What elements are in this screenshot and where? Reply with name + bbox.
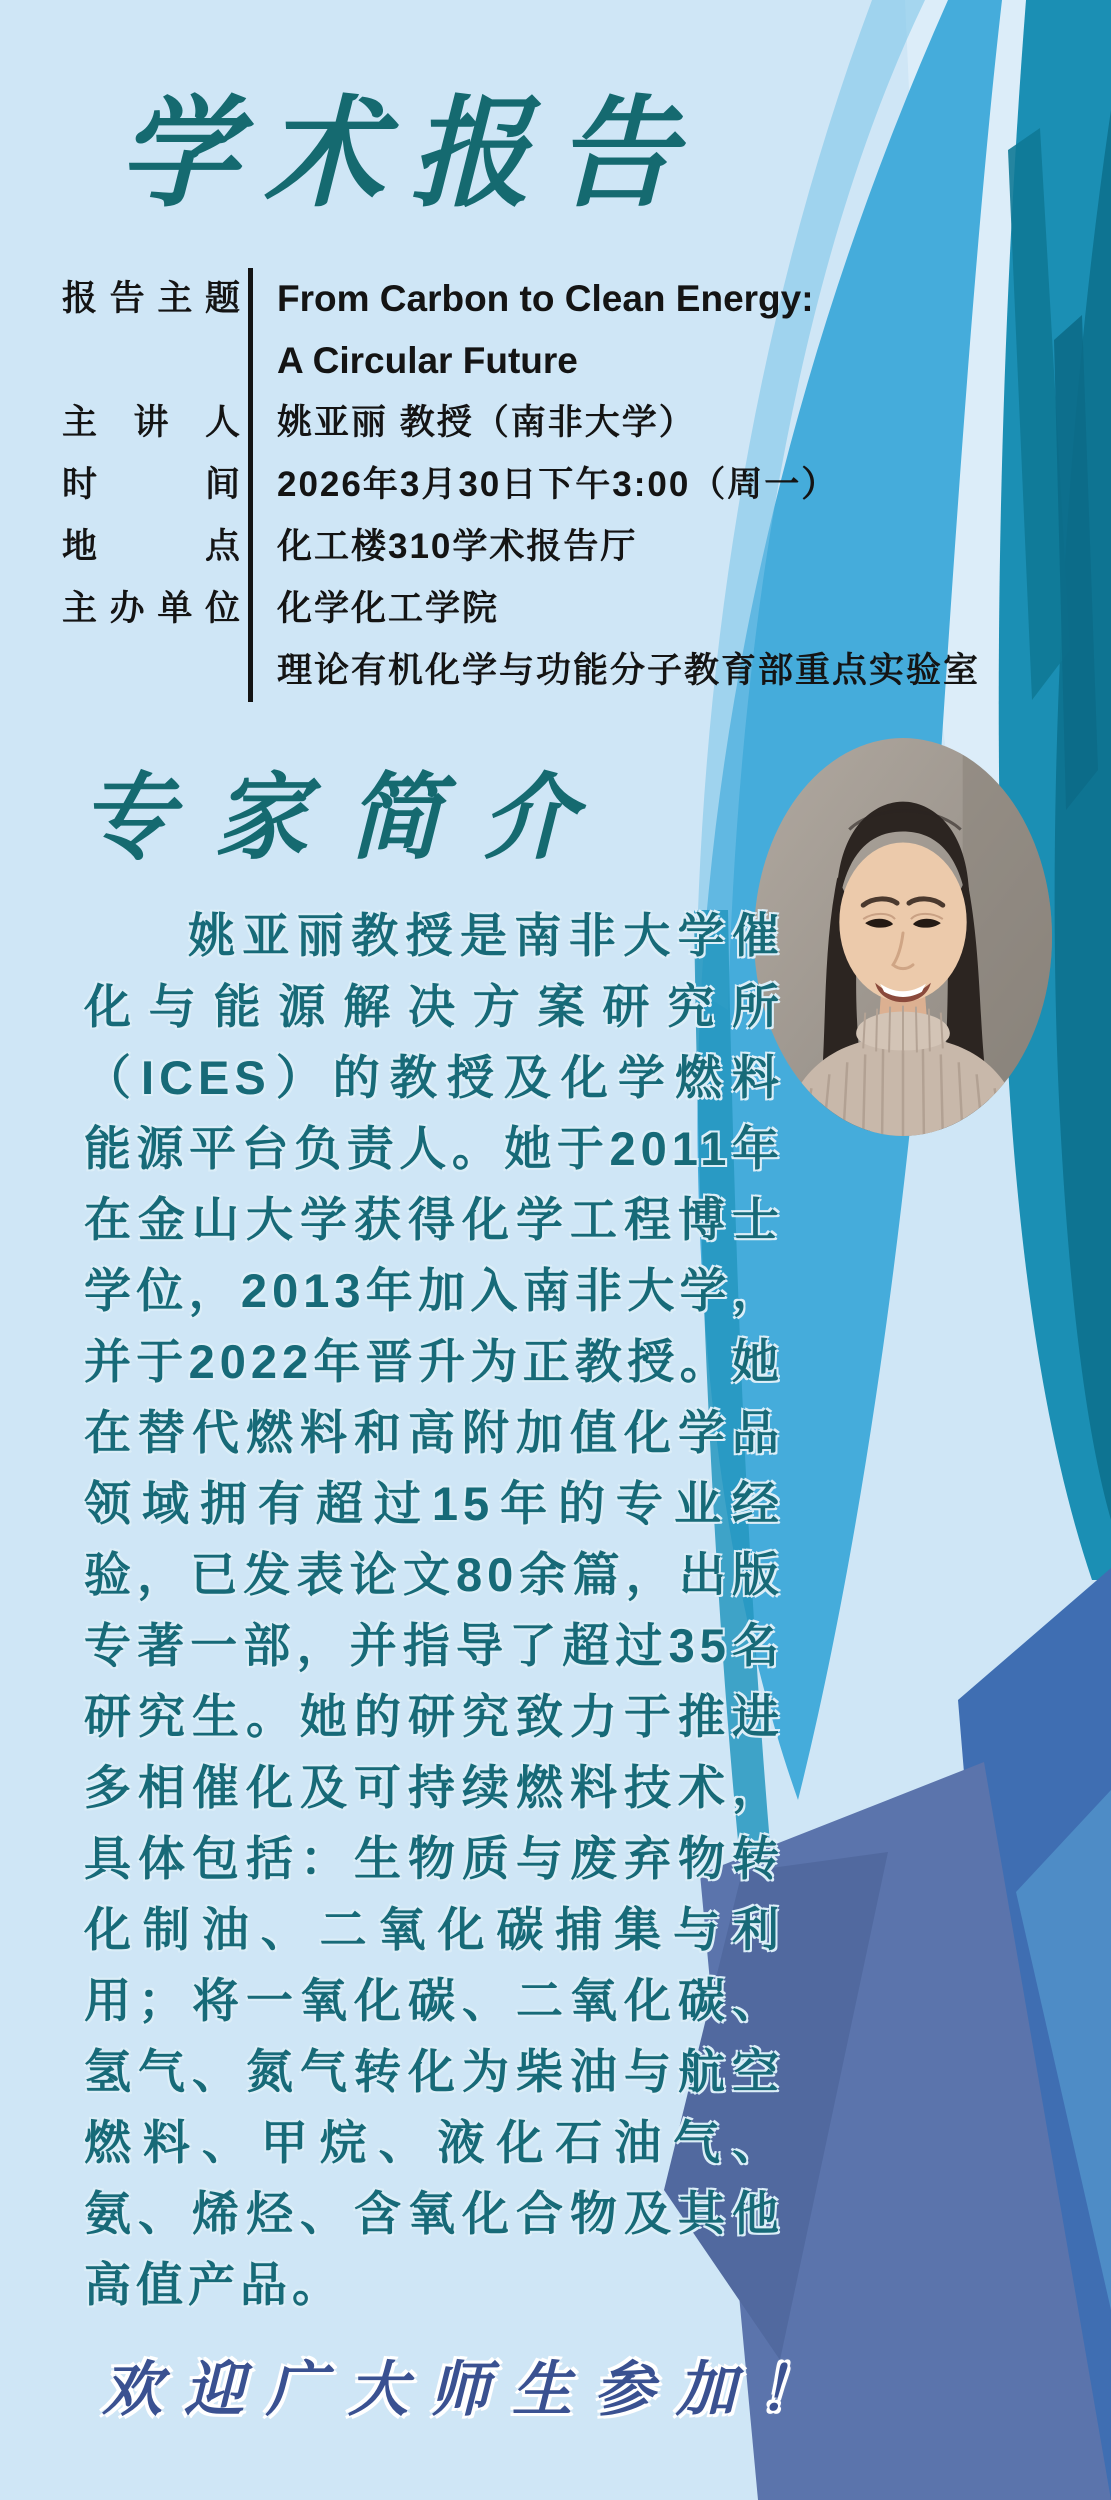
info-label-organizer: 主办单位	[62, 589, 240, 628]
info-label-topic: 报告主题	[62, 279, 240, 318]
info-value-topic-line1: From Carbon to Clean Energy:	[277, 278, 814, 319]
info-label-time: 时间	[62, 465, 240, 504]
poster-title: 学术报告	[118, 83, 702, 224]
info-value-topic-line2: A Circular Future	[277, 340, 578, 381]
info-value-time: 2026年3月30日下午3:00（周一）	[277, 465, 839, 504]
info-value-place: 化工楼310学术报告厅	[277, 527, 638, 566]
info-label-spacer-2	[62, 640, 240, 702]
info-values-column	[253, 268, 980, 702]
info-label-spacer-1	[62, 330, 240, 392]
bio-section-title: 专家简介	[80, 763, 617, 873]
speaker-photo	[754, 738, 1052, 1136]
speaker-bio: 姚亚丽教授是南非大学催化与能源解决方案研究所（ICES）的教授及化学燃料能源平台负责人。她于2011年在金山大学获得化学工程博士学位，2013年加入南非大学，并于2022年晋升为正教授。她在替代燃料和高附加值化学品领域拥有超过15年的专业经验，已发表论文80余篇，出版专著一部，并指导了超过35名研究生。她的研究致力于推进多相催化及可持续燃料技术，具体包括：生物质与废弃物转化制油、二氧化碳捕集与利用；将一氧化碳、二氧化碳、氢气、氮气转化为柴油与航空燃料、甲烷、液化石油气、氨、烯烃、含氧化合物及其他高值产品。	[84, 909, 784, 2311]
speaker-portrait-illustration	[754, 738, 1052, 1136]
lecture-info	[62, 268, 980, 702]
info-label-place: 地点	[62, 527, 240, 566]
info-value-organizer-line1: 化学化工学院	[277, 589, 500, 628]
info-labels-column	[62, 268, 240, 702]
info-label-speaker: 主讲人	[62, 403, 240, 442]
welcome-message: 欢迎广大师生参加！	[102, 2355, 840, 2425]
info-value-speaker: 姚亚丽 教授（南非大学）	[277, 403, 696, 442]
info-value-organizer-line2: 理论有机化学与功能分子教育部重点实验室	[277, 651, 981, 690]
